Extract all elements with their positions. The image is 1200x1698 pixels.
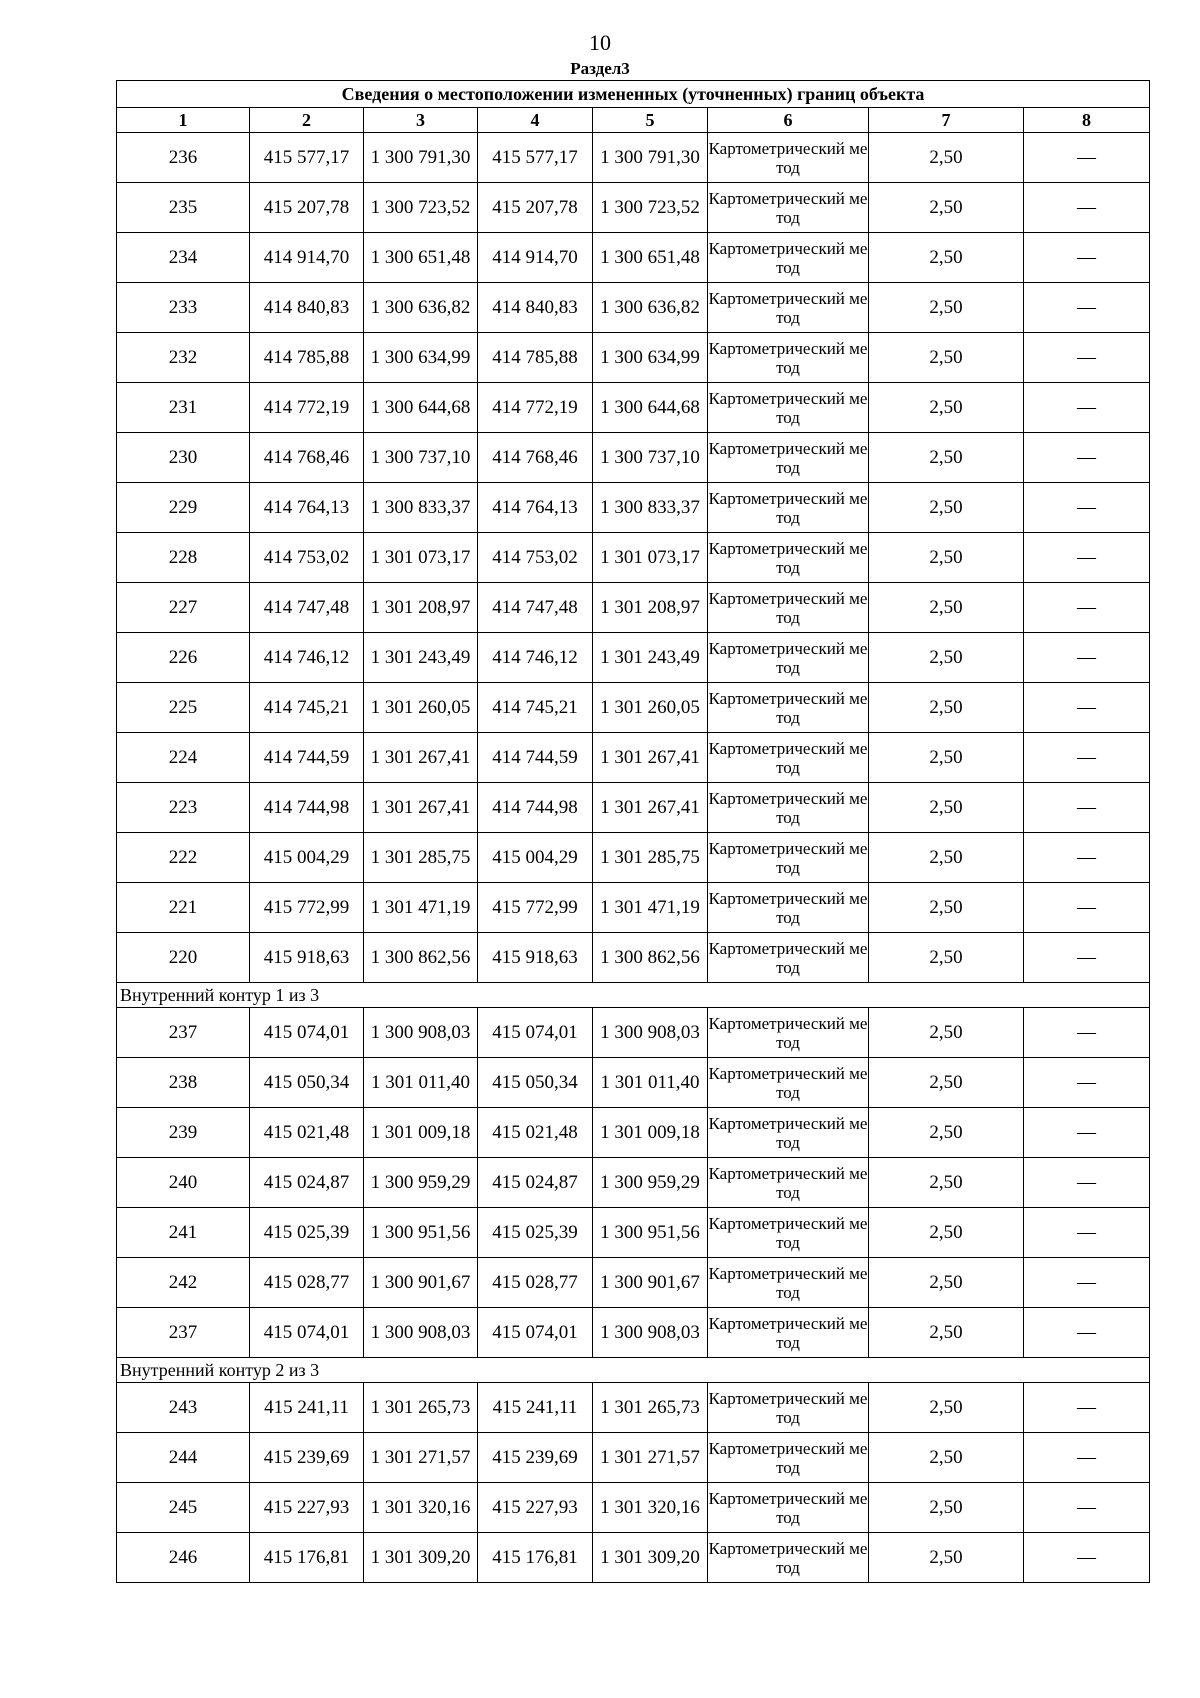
determination-method-cell: Картометрический метод bbox=[708, 483, 869, 533]
contour-label-row bbox=[117, 983, 1150, 1008]
x-new-cell: 415 021,48 bbox=[478, 1108, 593, 1158]
y-existing-cell: 1 301 309,20 bbox=[364, 1533, 478, 1583]
accuracy-cell: 2,50 bbox=[869, 1308, 1024, 1358]
table-body bbox=[117, 133, 1150, 1583]
x-new-cell: 415 024,87 bbox=[478, 1158, 593, 1208]
accuracy-cell: 2,50 bbox=[869, 783, 1024, 833]
y-new-cell: 1 301 265,73 bbox=[593, 1383, 708, 1433]
description-cell: — bbox=[1024, 1433, 1150, 1483]
y-new-cell: 1 300 951,56 bbox=[593, 1208, 708, 1258]
x-new-cell: 414 744,98 bbox=[478, 783, 593, 833]
contour-label: Внутренний контур 1 из 3 bbox=[117, 983, 1150, 1008]
table-row bbox=[117, 433, 1150, 483]
description-cell: — bbox=[1024, 183, 1150, 233]
column-number-1: 1 bbox=[117, 108, 250, 133]
x-new-cell: 415 028,77 bbox=[478, 1258, 593, 1308]
point-number-cell: 235 bbox=[117, 183, 250, 233]
accuracy-cell: 2,50 bbox=[869, 483, 1024, 533]
y-new-cell: 1 301 471,19 bbox=[593, 883, 708, 933]
determination-method-cell: Картометрический метод bbox=[708, 383, 869, 433]
x-existing-cell: 414 772,19 bbox=[250, 383, 364, 433]
table-row bbox=[117, 1158, 1150, 1208]
y-existing-cell: 1 301 267,41 bbox=[364, 733, 478, 783]
description-cell: — bbox=[1024, 133, 1150, 183]
y-existing-cell: 1 301 243,49 bbox=[364, 633, 478, 683]
y-existing-cell: 1 300 833,37 bbox=[364, 483, 478, 533]
y-new-cell: 1 301 285,75 bbox=[593, 833, 708, 883]
table-row bbox=[117, 233, 1150, 283]
determination-method-cell: Картометрический метод bbox=[708, 1433, 869, 1483]
table-row bbox=[117, 583, 1150, 633]
x-existing-cell: 415 028,77 bbox=[250, 1258, 364, 1308]
x-existing-cell: 415 021,48 bbox=[250, 1108, 364, 1158]
y-existing-cell: 1 300 951,56 bbox=[364, 1208, 478, 1258]
y-existing-cell: 1 301 073,17 bbox=[364, 533, 478, 583]
point-number-cell: 223 bbox=[117, 783, 250, 833]
point-number-cell: 238 bbox=[117, 1058, 250, 1108]
x-new-cell: 414 772,19 bbox=[478, 383, 593, 433]
accuracy-cell: 2,50 bbox=[869, 1433, 1024, 1483]
accuracy-cell: 2,50 bbox=[869, 1158, 1024, 1208]
column-number-2: 2 bbox=[250, 108, 364, 133]
column-number-4: 4 bbox=[478, 108, 593, 133]
point-number-cell: 229 bbox=[117, 483, 250, 533]
x-existing-cell: 415 025,39 bbox=[250, 1208, 364, 1258]
determination-method-cell: Картометрический метод bbox=[708, 933, 869, 983]
x-existing-cell: 414 746,12 bbox=[250, 633, 364, 683]
x-new-cell: 414 744,59 bbox=[478, 733, 593, 783]
table-row bbox=[117, 283, 1150, 333]
determination-method-cell: Картометрический метод bbox=[708, 1108, 869, 1158]
accuracy-cell: 2,50 bbox=[869, 233, 1024, 283]
y-new-cell: 1 300 959,29 bbox=[593, 1158, 708, 1208]
y-new-cell: 1 301 011,40 bbox=[593, 1058, 708, 1108]
column-number-row bbox=[117, 108, 1150, 133]
point-number-cell: 239 bbox=[117, 1108, 250, 1158]
description-cell: — bbox=[1024, 1058, 1150, 1108]
table-row bbox=[117, 1058, 1150, 1108]
point-number-cell: 226 bbox=[117, 633, 250, 683]
y-new-cell: 1 300 833,37 bbox=[593, 483, 708, 533]
y-existing-cell: 1 300 901,67 bbox=[364, 1258, 478, 1308]
y-new-cell: 1 300 862,56 bbox=[593, 933, 708, 983]
x-existing-cell: 415 772,99 bbox=[250, 883, 364, 933]
y-existing-cell: 1 300 908,03 bbox=[364, 1308, 478, 1358]
accuracy-cell: 2,50 bbox=[869, 933, 1024, 983]
table-row bbox=[117, 633, 1150, 683]
table-row bbox=[117, 1533, 1150, 1583]
description-cell: — bbox=[1024, 333, 1150, 383]
point-number-cell: 225 bbox=[117, 683, 250, 733]
determination-method-cell: Картометрический метод bbox=[708, 1058, 869, 1108]
point-number-cell: 224 bbox=[117, 733, 250, 783]
accuracy-cell: 2,50 bbox=[869, 133, 1024, 183]
x-new-cell: 415 074,01 bbox=[478, 1008, 593, 1058]
table-row bbox=[117, 1483, 1150, 1533]
accuracy-cell: 2,50 bbox=[869, 1383, 1024, 1433]
y-existing-cell: 1 300 634,99 bbox=[364, 333, 478, 383]
y-existing-cell: 1 300 651,48 bbox=[364, 233, 478, 283]
y-new-cell: 1 300 723,52 bbox=[593, 183, 708, 233]
description-cell: — bbox=[1024, 483, 1150, 533]
table-row bbox=[117, 733, 1150, 783]
point-number-cell: 243 bbox=[117, 1383, 250, 1433]
x-new-cell: 414 785,88 bbox=[478, 333, 593, 383]
table-row bbox=[117, 133, 1150, 183]
accuracy-cell: 2,50 bbox=[869, 1258, 1024, 1308]
point-number-cell: 242 bbox=[117, 1258, 250, 1308]
accuracy-cell: 2,50 bbox=[869, 583, 1024, 633]
x-existing-cell: 415 074,01 bbox=[250, 1008, 364, 1058]
point-number-cell: 231 bbox=[117, 383, 250, 433]
x-existing-cell: 415 241,11 bbox=[250, 1383, 364, 1433]
y-existing-cell: 1 301 320,16 bbox=[364, 1483, 478, 1533]
accuracy-cell: 2,50 bbox=[869, 683, 1024, 733]
description-cell: — bbox=[1024, 1208, 1150, 1258]
x-existing-cell: 414 764,13 bbox=[250, 483, 364, 533]
x-existing-cell: 415 024,87 bbox=[250, 1158, 364, 1208]
description-cell: — bbox=[1024, 433, 1150, 483]
x-new-cell: 415 239,69 bbox=[478, 1433, 593, 1483]
y-new-cell: 1 301 267,41 bbox=[593, 733, 708, 783]
point-number-cell: 220 bbox=[117, 933, 250, 983]
x-new-cell: 415 772,99 bbox=[478, 883, 593, 933]
y-new-cell: 1 300 908,03 bbox=[593, 1008, 708, 1058]
table-row bbox=[117, 1383, 1150, 1433]
determination-method-cell: Картометрический метод bbox=[708, 433, 869, 483]
point-number-cell: 222 bbox=[117, 833, 250, 883]
determination-method-cell: Картометрический метод bbox=[708, 333, 869, 383]
description-cell: — bbox=[1024, 883, 1150, 933]
x-existing-cell: 414 745,21 bbox=[250, 683, 364, 733]
x-new-cell: 415 025,39 bbox=[478, 1208, 593, 1258]
accuracy-cell: 2,50 bbox=[869, 183, 1024, 233]
y-new-cell: 1 301 243,49 bbox=[593, 633, 708, 683]
x-existing-cell: 414 840,83 bbox=[250, 283, 364, 333]
point-number-cell: 230 bbox=[117, 433, 250, 483]
determination-method-cell: Картометрический метод bbox=[708, 533, 869, 583]
determination-method-cell: Картометрический метод bbox=[708, 883, 869, 933]
y-existing-cell: 1 300 723,52 bbox=[364, 183, 478, 233]
table-row bbox=[117, 1433, 1150, 1483]
column-number-7: 7 bbox=[869, 108, 1024, 133]
accuracy-cell: 2,50 bbox=[869, 283, 1024, 333]
y-new-cell: 1 300 901,67 bbox=[593, 1258, 708, 1308]
x-new-cell: 415 050,34 bbox=[478, 1058, 593, 1108]
x-existing-cell: 414 768,46 bbox=[250, 433, 364, 483]
point-number-cell: 233 bbox=[117, 283, 250, 333]
x-new-cell: 414 764,13 bbox=[478, 483, 593, 533]
description-cell: — bbox=[1024, 383, 1150, 433]
description-cell: — bbox=[1024, 1383, 1150, 1433]
x-existing-cell: 414 747,48 bbox=[250, 583, 364, 633]
description-cell: — bbox=[1024, 733, 1150, 783]
table-row bbox=[117, 833, 1150, 883]
column-number-5: 5 bbox=[593, 108, 708, 133]
x-existing-cell: 415 239,69 bbox=[250, 1433, 364, 1483]
point-number-cell: 234 bbox=[117, 233, 250, 283]
column-number-6: 6 bbox=[708, 108, 869, 133]
description-cell: — bbox=[1024, 283, 1150, 333]
determination-method-cell: Картометрический метод bbox=[708, 283, 869, 333]
accuracy-cell: 2,50 bbox=[869, 1008, 1024, 1058]
x-new-cell: 415 004,29 bbox=[478, 833, 593, 883]
determination-method-cell: Картометрический метод bbox=[708, 733, 869, 783]
x-existing-cell: 415 577,17 bbox=[250, 133, 364, 183]
determination-method-cell: Картометрический метод bbox=[708, 683, 869, 733]
determination-method-cell: Картометрический метод bbox=[708, 1383, 869, 1433]
determination-method-cell: Картометрический метод bbox=[708, 1258, 869, 1308]
x-new-cell: 414 768,46 bbox=[478, 433, 593, 483]
point-number-cell: 240 bbox=[117, 1158, 250, 1208]
accuracy-cell: 2,50 bbox=[869, 533, 1024, 583]
x-new-cell: 414 914,70 bbox=[478, 233, 593, 283]
description-cell: — bbox=[1024, 933, 1150, 983]
x-existing-cell: 415 207,78 bbox=[250, 183, 364, 233]
contour-label: Внутренний контур 2 из 3 bbox=[117, 1358, 1150, 1383]
point-number-cell: 237 bbox=[117, 1308, 250, 1358]
y-existing-cell: 1 301 260,05 bbox=[364, 683, 478, 733]
y-existing-cell: 1 300 644,68 bbox=[364, 383, 478, 433]
x-existing-cell: 414 753,02 bbox=[250, 533, 364, 583]
determination-method-cell: Картометрический метод bbox=[708, 583, 869, 633]
description-cell: — bbox=[1024, 533, 1150, 583]
x-new-cell: 414 745,21 bbox=[478, 683, 593, 733]
accuracy-cell: 2,50 bbox=[869, 433, 1024, 483]
description-cell: — bbox=[1024, 1533, 1150, 1583]
y-existing-cell: 1 300 862,56 bbox=[364, 933, 478, 983]
column-number-8: 8 bbox=[1024, 108, 1150, 133]
accuracy-cell: 2,50 bbox=[869, 1533, 1024, 1583]
x-new-cell: 414 746,12 bbox=[478, 633, 593, 683]
y-new-cell: 1 301 309,20 bbox=[593, 1533, 708, 1583]
x-new-cell: 414 747,48 bbox=[478, 583, 593, 633]
table-row bbox=[117, 883, 1150, 933]
accuracy-cell: 2,50 bbox=[869, 733, 1024, 783]
y-existing-cell: 1 301 208,97 bbox=[364, 583, 478, 633]
table-row bbox=[117, 683, 1150, 733]
accuracy-cell: 2,50 bbox=[869, 1108, 1024, 1158]
y-new-cell: 1 301 271,57 bbox=[593, 1433, 708, 1483]
page-number: 10 bbox=[589, 30, 611, 55]
y-new-cell: 1 301 267,41 bbox=[593, 783, 708, 833]
y-new-cell: 1 300 634,99 bbox=[593, 333, 708, 383]
table-row bbox=[117, 1008, 1150, 1058]
x-new-cell: 415 074,01 bbox=[478, 1308, 593, 1358]
x-existing-cell: 414 744,59 bbox=[250, 733, 364, 783]
y-existing-cell: 1 301 265,73 bbox=[364, 1383, 478, 1433]
point-number-cell: 246 bbox=[117, 1533, 250, 1583]
determination-method-cell: Картометрический метод bbox=[708, 783, 869, 833]
x-existing-cell: 415 074,01 bbox=[250, 1308, 364, 1358]
determination-method-cell: Картометрический метод bbox=[708, 1483, 869, 1533]
determination-method-cell: Картометрический метод bbox=[708, 633, 869, 683]
table-row bbox=[117, 533, 1150, 583]
accuracy-cell: 2,50 bbox=[869, 883, 1024, 933]
description-cell: — bbox=[1024, 1008, 1150, 1058]
accuracy-cell: 2,50 bbox=[869, 383, 1024, 433]
table-row bbox=[117, 933, 1150, 983]
y-existing-cell: 1 300 791,30 bbox=[364, 133, 478, 183]
y-existing-cell: 1 301 267,41 bbox=[364, 783, 478, 833]
description-cell: — bbox=[1024, 783, 1150, 833]
x-existing-cell: 415 918,63 bbox=[250, 933, 364, 983]
y-existing-cell: 1 301 285,75 bbox=[364, 833, 478, 883]
point-number-cell: 227 bbox=[117, 583, 250, 633]
y-existing-cell: 1 301 471,19 bbox=[364, 883, 478, 933]
point-number-cell: 244 bbox=[117, 1433, 250, 1483]
y-existing-cell: 1 300 636,82 bbox=[364, 283, 478, 333]
x-new-cell: 415 207,78 bbox=[478, 183, 593, 233]
description-cell: — bbox=[1024, 1483, 1150, 1533]
point-number-cell: 232 bbox=[117, 333, 250, 383]
x-new-cell: 415 176,81 bbox=[478, 1533, 593, 1583]
point-number-cell: 221 bbox=[117, 883, 250, 933]
table-row bbox=[117, 1258, 1150, 1308]
y-new-cell: 1 301 260,05 bbox=[593, 683, 708, 733]
accuracy-cell: 2,50 bbox=[869, 1208, 1024, 1258]
y-new-cell: 1 301 320,16 bbox=[593, 1483, 708, 1533]
contour-label-row bbox=[117, 1358, 1150, 1383]
accuracy-cell: 2,50 bbox=[869, 333, 1024, 383]
point-number-cell: 237 bbox=[117, 1008, 250, 1058]
accuracy-cell: 2,50 bbox=[869, 833, 1024, 883]
y-new-cell: 1 300 908,03 bbox=[593, 1308, 708, 1358]
description-cell: — bbox=[1024, 1108, 1150, 1158]
x-new-cell: 415 918,63 bbox=[478, 933, 593, 983]
accuracy-cell: 2,50 bbox=[869, 633, 1024, 683]
table-row bbox=[117, 483, 1150, 533]
y-new-cell: 1 300 651,48 bbox=[593, 233, 708, 283]
x-existing-cell: 415 176,81 bbox=[250, 1533, 364, 1583]
description-cell: — bbox=[1024, 633, 1150, 683]
point-number-cell: 228 bbox=[117, 533, 250, 583]
y-new-cell: 1 300 737,10 bbox=[593, 433, 708, 483]
x-existing-cell: 414 914,70 bbox=[250, 233, 364, 283]
determination-method-cell: Картометрический метод bbox=[708, 1158, 869, 1208]
point-number-cell: 236 bbox=[117, 133, 250, 183]
table-row bbox=[117, 383, 1150, 433]
table-row bbox=[117, 783, 1150, 833]
x-existing-cell: 414 785,88 bbox=[250, 333, 364, 383]
x-existing-cell: 414 744,98 bbox=[250, 783, 364, 833]
determination-method-cell: Картометрический метод bbox=[708, 233, 869, 283]
y-new-cell: 1 301 208,97 bbox=[593, 583, 708, 633]
description-cell: — bbox=[1024, 233, 1150, 283]
x-existing-cell: 415 227,93 bbox=[250, 1483, 364, 1533]
point-number-cell: 245 bbox=[117, 1483, 250, 1533]
determination-method-cell: Картометрический метод bbox=[708, 183, 869, 233]
y-new-cell: 1 301 073,17 bbox=[593, 533, 708, 583]
description-cell: — bbox=[1024, 1308, 1150, 1358]
description-cell: — bbox=[1024, 1158, 1150, 1208]
y-new-cell: 1 300 791,30 bbox=[593, 133, 708, 183]
description-cell: — bbox=[1024, 833, 1150, 883]
table-row bbox=[117, 1108, 1150, 1158]
x-new-cell: 415 577,17 bbox=[478, 133, 593, 183]
y-existing-cell: 1 300 737,10 bbox=[364, 433, 478, 483]
y-new-cell: 1 300 644,68 bbox=[593, 383, 708, 433]
table-row bbox=[117, 1308, 1150, 1358]
determination-method-cell: Картометрический метод bbox=[708, 1533, 869, 1583]
determination-method-cell: Картометрический метод bbox=[708, 1008, 869, 1058]
determination-method-cell: Картометрический метод bbox=[708, 1308, 869, 1358]
x-new-cell: 414 840,83 bbox=[478, 283, 593, 333]
table-row bbox=[117, 183, 1150, 233]
x-existing-cell: 415 050,34 bbox=[250, 1058, 364, 1108]
table-row bbox=[117, 1208, 1150, 1258]
section-label: Раздел3 bbox=[570, 59, 630, 78]
point-number-cell: 241 bbox=[117, 1208, 250, 1258]
y-existing-cell: 1 301 271,57 bbox=[364, 1433, 478, 1483]
accuracy-cell: 2,50 bbox=[869, 1483, 1024, 1533]
table-caption: Сведения о местоположении измененных (уточненных) границ объекта bbox=[117, 81, 1150, 108]
accuracy-cell: 2,50 bbox=[869, 1058, 1024, 1108]
description-cell: — bbox=[1024, 683, 1150, 733]
x-new-cell: 414 753,02 bbox=[478, 533, 593, 583]
x-existing-cell: 415 004,29 bbox=[250, 833, 364, 883]
y-new-cell: 1 300 636,82 bbox=[593, 283, 708, 333]
x-new-cell: 415 227,93 bbox=[478, 1483, 593, 1533]
y-existing-cell: 1 301 009,18 bbox=[364, 1108, 478, 1158]
boundary-coordinates-table bbox=[116, 80, 1150, 1583]
description-cell: — bbox=[1024, 1258, 1150, 1308]
description-cell: — bbox=[1024, 583, 1150, 633]
determination-method-cell: Картометрический метод bbox=[708, 833, 869, 883]
y-existing-cell: 1 300 959,29 bbox=[364, 1158, 478, 1208]
x-new-cell: 415 241,11 bbox=[478, 1383, 593, 1433]
table-row bbox=[117, 333, 1150, 383]
determination-method-cell: Картометрический метод bbox=[708, 1208, 869, 1258]
y-existing-cell: 1 300 908,03 bbox=[364, 1008, 478, 1058]
column-number-3: 3 bbox=[364, 108, 478, 133]
y-existing-cell: 1 301 011,40 bbox=[364, 1058, 478, 1108]
y-new-cell: 1 301 009,18 bbox=[593, 1108, 708, 1158]
determination-method-cell: Картометрический метод bbox=[708, 133, 869, 183]
